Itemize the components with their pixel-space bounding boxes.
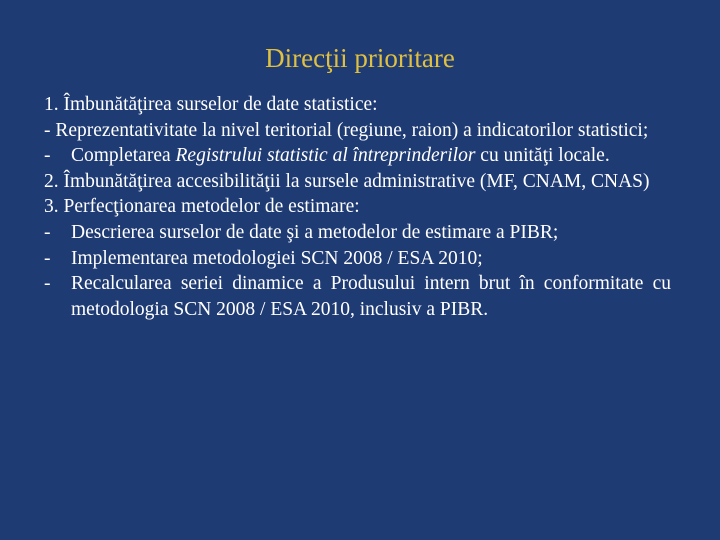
bullet-text-after: cu unităţi locale. xyxy=(475,145,610,167)
bullet-text: Recalcularea seriei dinamice a Produsului intern brut în conformitate cu metodologia SCN 2008 / ESA 2010, inclusiv a PIBR. xyxy=(71,273,671,320)
item-3-bullet-1 xyxy=(44,220,671,246)
item-1-heading: 1. Îmbunătăţirea surselor de date statistice: xyxy=(44,94,378,115)
item-3-bullet-3 xyxy=(44,271,671,322)
bullet-dash: - xyxy=(44,247,51,269)
item-2-heading: 2. Îmbunătăţirea accesibilităţii la sursele administrative (MF, CNAM, CNAS) xyxy=(44,170,650,192)
bullet-text: Reprezentativitate la nivel teritorial (regiune, raion) a indicatorilor statistici; xyxy=(55,119,649,141)
slide-title: Direcţii prioritare xyxy=(265,43,455,73)
bullet-text: Implementarea metodologiei SCN 2008 / ESA 2010; xyxy=(71,247,483,269)
bullet-dash: - xyxy=(44,273,51,295)
item-3-heading: 3. Perfecţionarea metodelor de estimare: xyxy=(44,196,360,218)
item-1-bullet-1 xyxy=(44,118,671,144)
bullet-dash: - xyxy=(44,145,51,167)
item-1-bullet-2 xyxy=(44,143,671,169)
bullet-text-italic: Registrului statistic al întreprinderilor xyxy=(175,145,476,167)
item-3-bullet-2 xyxy=(44,246,671,272)
bullet-text-before: Completarea xyxy=(71,145,176,167)
bullet-text: Descrierea surselor de date şi a metodelor de estimare a PIBR; xyxy=(71,221,559,243)
bullet-dash: - xyxy=(44,119,51,141)
slide-body xyxy=(44,92,671,322)
bullet-dash: - xyxy=(44,221,51,243)
